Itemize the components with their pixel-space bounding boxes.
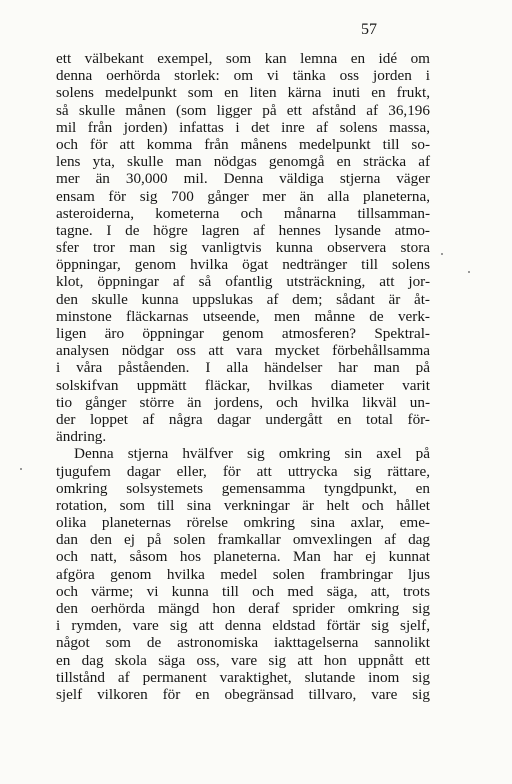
text-line: ensam för sig 700 gånger mer än alla planeterna, [56, 187, 430, 205]
text-line: ändring. [56, 428, 107, 446]
text-line: den skulle kunna uppslukas af dem; sådant är åt- [56, 290, 430, 308]
text-line: och värme; vi kunna till och med säga, att, trots [56, 582, 430, 600]
text-line: asteroiderna, kometerna och månarna tillsamman- [56, 204, 430, 222]
text-line: och natt, såsom hos planeterna. Man har ej kunnat [56, 548, 430, 566]
text-line: och för att komma från månens medelpunkt till so- [56, 135, 430, 153]
text-line: Denna stjerna hvälfver sig omkring sin axel på [74, 445, 430, 463]
text-line: den oerhörda mängd hon deraf sprider omkring sig [56, 600, 430, 617]
text-line: denna oerhörda storlek: om vi tänka oss jorden i [56, 67, 430, 85]
text-line: sjelf vilkoren för en obegränsad tillvaro, vare sig [56, 685, 430, 703]
text-line: afgöra genom hvilka medel solen frambringar ljus [56, 565, 430, 583]
text-line: sfer tror man sig vanligtvis kunna observera stora [56, 239, 430, 257]
text-line: något som de astronomiska iakttagelserna sannolikt [56, 634, 430, 652]
text-line: solens medelpunkt som en liten kärna inuti en frukt, [56, 84, 430, 102]
text-line: lens yta, skulle man nödgas genomgå en sträcka af [56, 153, 430, 171]
paragraph-2 [56, 445, 430, 703]
text-line: olika planeternas rörelse omkring sina axlar, eme- [56, 514, 430, 532]
text-line: tagne. I de högre lagren af hennes lysande atmo- [56, 221, 430, 239]
text-line: en dag skola säga oss, vare sig att hon uppnått ett [56, 651, 430, 669]
text-line: öppningar, genom hvilka ögat nedtränger till solens [56, 256, 430, 274]
text-line: tio gånger större än jordens, och hvilka likväl un- [56, 393, 430, 411]
text-line: så skulle månen (som ligger på ett afstånd af 36,196 [56, 101, 430, 119]
print-speck [20, 468, 22, 470]
text-line: mer än 30,000 mil. Denna väldiga stjerna väger [56, 170, 430, 188]
text-line: tillstånd af permanent varaktighet, slutande inom sig [56, 668, 430, 686]
text-line: analysen nödgar oss att vara mycket förbehållsamma [56, 342, 430, 360]
text-line: i våra påståenden. I alla händelser har man på [56, 359, 430, 377]
page-body-text [56, 50, 430, 703]
paragraph-1 [56, 50, 430, 445]
text-line: der loppet af några dagar undergått en total för- [56, 410, 430, 428]
text-line: rotation, som till sina verkningar är helt och hållet [56, 496, 430, 514]
print-speck [441, 253, 443, 255]
text-line: klot, öppningar af så ofantlig utsträckning, att jor- [56, 273, 430, 291]
page-number: 57 [361, 21, 377, 38]
text-line: tjugufem dagar eller, för att uttrycka sig rättare, [56, 462, 430, 480]
text-line: solskifvan uppmätt fläckar, hvilkas diameter varit [56, 376, 430, 394]
text-line: ett välbekant exempel, som kan lemna en idé om [56, 50, 430, 67]
text-line: ligen äro öppningar genom atmosferen? Spektral- [56, 325, 430, 342]
text-line: mil från jorden) infattas i det inre af solens massa, [56, 118, 430, 136]
text-line: minstone fläckarnas utseende, men månne de verk- [56, 307, 430, 325]
print-speck [468, 271, 470, 273]
text-line: i rymden, vare sig att denna eldstad förtär sig sjelf, [56, 617, 430, 635]
text-line: dan den ej på solen framkallar omvexlingen af dag [56, 531, 430, 549]
text-line: omkring solsystemets gemensamma tyngdpunkt, en [56, 479, 430, 497]
